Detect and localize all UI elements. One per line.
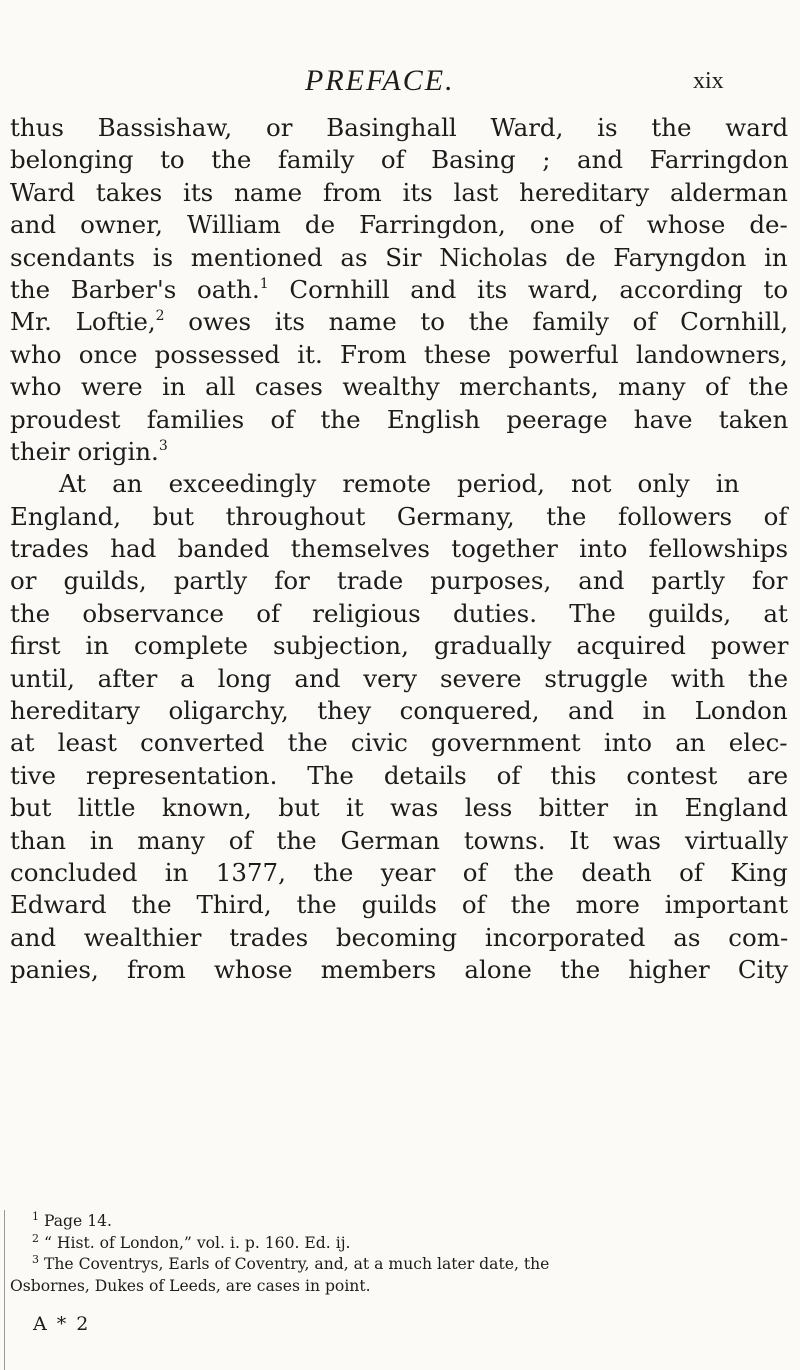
line-text: proudest families of the English peerage have taken bbox=[10, 404, 789, 434]
line-text: panies, from whose members alone the higher City bbox=[10, 955, 789, 985]
line-text: than in many of the German towns. It was virtually bbox=[10, 825, 789, 855]
running-head: PREFACE. bbox=[305, 64, 455, 97]
line-text-continued: Cornhill and its ward, according to bbox=[268, 274, 789, 304]
line-text: Mr. Loftie, bbox=[10, 307, 156, 337]
line-text: their origin. bbox=[10, 436, 159, 466]
text-line bbox=[10, 533, 798, 565]
line-text: until, after a long and very severe struggle with the bbox=[10, 663, 789, 693]
line-text: and wealthier trades becoming incorporated as com- bbox=[10, 922, 789, 952]
text-line bbox=[10, 274, 798, 306]
line-text: and owner, William de Farringdon, one of whose de- bbox=[10, 210, 788, 240]
line-text: but little known, but it was less bitter in England bbox=[10, 793, 788, 823]
text-line bbox=[10, 889, 798, 921]
text-line bbox=[10, 306, 798, 338]
text-line bbox=[10, 760, 798, 792]
line-text: thus Bassishaw, or Basinghall Ward, is the ward bbox=[10, 113, 789, 142]
line-text: the observance of religious duties. The guilds, at bbox=[10, 598, 788, 628]
line-text: England, but throughout Germany, the followers of bbox=[10, 501, 788, 531]
text-line bbox=[10, 565, 798, 597]
text-line bbox=[10, 339, 798, 371]
text-line bbox=[10, 663, 798, 695]
text-line bbox=[10, 857, 798, 889]
footnote-number: 2 bbox=[32, 1231, 39, 1245]
printer-signature-mark: A * 2 bbox=[33, 1313, 91, 1335]
page-header bbox=[0, 64, 800, 104]
text-line bbox=[10, 177, 798, 209]
line-text: belonging to the family of Basing ; and Farringdon bbox=[10, 145, 789, 175]
line-text: At an exceedingly remote period, not only in bbox=[59, 469, 740, 499]
footnote-text: Page 14. bbox=[39, 1212, 113, 1230]
text-line bbox=[10, 792, 798, 824]
footnote bbox=[10, 1276, 798, 1298]
margin-rule bbox=[4, 1210, 5, 1370]
footnote-ref: 1 bbox=[259, 275, 269, 292]
footnote-ref: 3 bbox=[158, 437, 168, 454]
text-line bbox=[10, 598, 798, 630]
line-text: trades had banded themselves together into fellowships bbox=[10, 534, 789, 564]
text-line bbox=[10, 922, 798, 954]
line-text-continued: owes its name to the family of Cornhill, bbox=[164, 307, 789, 337]
footnote-ref: 2 bbox=[155, 308, 165, 325]
text-line bbox=[10, 695, 798, 727]
text-line bbox=[10, 468, 798, 500]
text-line bbox=[10, 144, 798, 176]
line-text: tive representation. The details of this contest are bbox=[10, 760, 789, 790]
text-line bbox=[10, 727, 798, 759]
page-number: xix bbox=[693, 68, 724, 94]
text-line bbox=[10, 501, 798, 533]
line-text: concluded in 1377, the year of the death of King bbox=[10, 857, 788, 887]
line-text: who once possessed it. From these powerful landowners, bbox=[10, 339, 788, 369]
line-text: scendants is mentioned as Sir Nicholas de Faryngdon in bbox=[10, 242, 788, 272]
footnote-text: The Coventrys, Earls of Coventry, and, at a much later date, the bbox=[39, 1255, 550, 1274]
text-line bbox=[10, 371, 798, 403]
footnote bbox=[10, 1254, 798, 1276]
footnote bbox=[10, 1211, 798, 1233]
footnote-number: 3 bbox=[32, 1253, 39, 1267]
text-line bbox=[10, 112, 798, 144]
text-line bbox=[10, 954, 798, 986]
text-line bbox=[10, 209, 798, 241]
footnote bbox=[10, 1233, 798, 1255]
footnote-text: “ Hist. of London,” vol. i. p. 160. Ed. ij. bbox=[39, 1233, 351, 1252]
text-line bbox=[10, 825, 798, 857]
line-text: who were in all cases wealthy merchants, many of the bbox=[10, 372, 789, 402]
text-line bbox=[10, 242, 798, 274]
line-text: or guilds, partly for trade purposes, and partly for bbox=[10, 566, 788, 596]
text-line bbox=[10, 436, 798, 468]
text-line bbox=[10, 404, 798, 436]
line-text: Ward takes its name from its last hereditary alderman bbox=[10, 177, 788, 207]
footnote-text: Osbornes, Dukes of Leeds, are cases in point. bbox=[10, 1276, 371, 1295]
footnote-number: 1 bbox=[32, 1210, 39, 1223]
line-text: Edward the Third, the guilds of the more important bbox=[10, 890, 789, 920]
footnotes bbox=[10, 1211, 798, 1297]
line-text: hereditary oligarchy, they conquered, and in London bbox=[10, 696, 788, 726]
line-text: at least converted the civic government into an elec- bbox=[10, 728, 788, 758]
line-text: the Barber's oath. bbox=[10, 274, 260, 304]
body-text bbox=[10, 112, 798, 987]
line-text: first in complete subjection, gradually acquired power bbox=[10, 631, 789, 661]
text-line bbox=[10, 630, 798, 662]
